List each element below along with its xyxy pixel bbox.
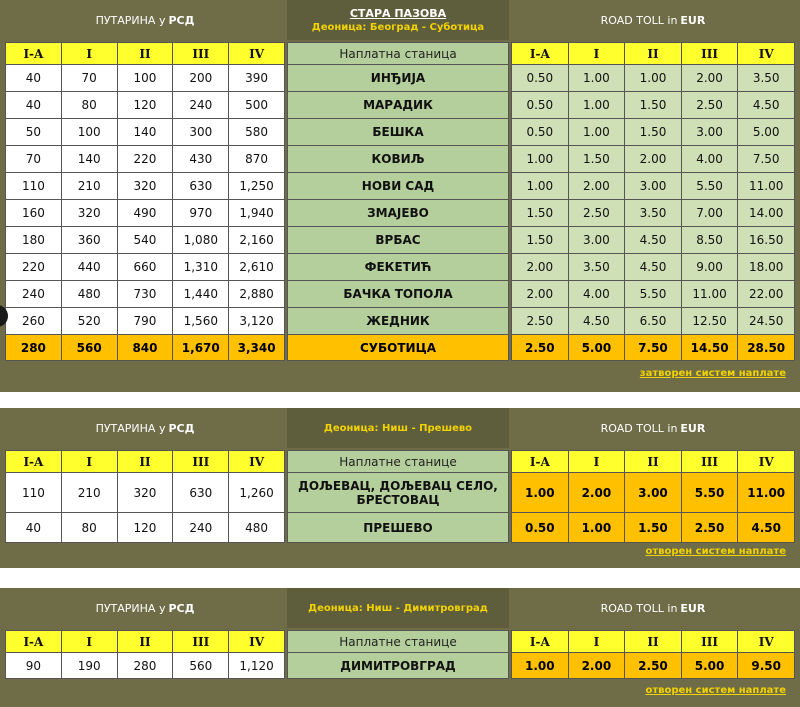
- table-row: [288, 281, 509, 308]
- table-cell: 1.00: [568, 92, 625, 119]
- table-cell: 730: [117, 281, 173, 308]
- table-cell: 5.50: [681, 473, 738, 513]
- table-row: [6, 335, 285, 361]
- eur-header-label: ROAD TOLL in: [600, 421, 678, 435]
- table-cell: 520: [61, 308, 117, 335]
- table-cell: 0.50: [512, 92, 569, 119]
- table-cell: 28.50: [738, 335, 795, 361]
- table-cell: I-A: [6, 43, 62, 65]
- table-cell: ИНЂИЈА: [288, 65, 509, 92]
- table-cell: ФЕКЕТИЋ: [288, 254, 509, 281]
- table-row: [6, 473, 285, 513]
- table-cell: 40: [6, 513, 62, 543]
- table-cell: 320: [61, 200, 117, 227]
- table-cell: III: [681, 631, 738, 653]
- table-row: [512, 335, 795, 361]
- table-cell: 2.50: [512, 308, 569, 335]
- eur-table: [511, 42, 795, 361]
- eur-header: [511, 588, 795, 628]
- table-cell: 1.00: [512, 173, 569, 200]
- rsd-table: [5, 630, 285, 679]
- table-cell: I-A: [6, 451, 62, 473]
- table-cell: III: [173, 631, 229, 653]
- table-cell: 200: [173, 65, 229, 92]
- table-row: [288, 65, 509, 92]
- table-cell: 1,250: [229, 173, 285, 200]
- table-cell: 4.50: [625, 227, 682, 254]
- table-cell: 16.50: [738, 227, 795, 254]
- table-row: [288, 451, 509, 473]
- table-cell: II: [117, 631, 173, 653]
- section-nis-presevo: [0, 408, 800, 568]
- table-cell: 240: [6, 281, 62, 308]
- table-cell: 7.00: [681, 200, 738, 227]
- table-cell: 2.00: [568, 473, 625, 513]
- table-cell: I-A: [512, 451, 569, 473]
- table-row: [512, 513, 795, 543]
- table-row: [6, 173, 285, 200]
- table-cell: 630: [173, 173, 229, 200]
- table-cell: ЗМАЈЕВО: [288, 200, 509, 227]
- table-cell: 660: [117, 254, 173, 281]
- table-row: [6, 281, 285, 308]
- table-cell: 140: [117, 119, 173, 146]
- table-cell: НОВИ САД: [288, 173, 509, 200]
- table-cell: 2.00: [568, 653, 625, 679]
- table-cell: 4.00: [568, 281, 625, 308]
- table-cell: 2.50: [568, 200, 625, 227]
- table-cell: 870: [229, 146, 285, 173]
- table-cell: КОВИЉ: [288, 146, 509, 173]
- table-cell: БАЧКА ТОПОЛА: [288, 281, 509, 308]
- table-cell: II: [117, 451, 173, 473]
- table-row: [288, 308, 509, 335]
- table-cell: 3,340: [229, 335, 285, 361]
- table-cell: 2.50: [681, 92, 738, 119]
- rsd-table: [5, 42, 285, 361]
- table-cell: IV: [738, 451, 795, 473]
- eur-header-currency: EUR: [680, 601, 706, 615]
- station-table: [287, 450, 509, 543]
- table-cell: 100: [117, 65, 173, 92]
- table-cell: 1.50: [512, 227, 569, 254]
- table-cell: I: [568, 631, 625, 653]
- table-cell: IV: [229, 451, 285, 473]
- table-row: [512, 227, 795, 254]
- table-cell: 0.50: [512, 65, 569, 92]
- table-cell: 11.00: [738, 473, 795, 513]
- table-cell: 9.00: [681, 254, 738, 281]
- table-cell: 240: [173, 513, 229, 543]
- table-cell: 4.50: [738, 513, 795, 543]
- table-row: [512, 146, 795, 173]
- section-nis-dimitrovgrad: [0, 588, 800, 707]
- table-cell: 580: [229, 119, 285, 146]
- table-cell: 7.50: [625, 335, 682, 361]
- eur-header: [511, 0, 795, 40]
- table-cell: 2.00: [568, 173, 625, 200]
- table-cell: СУБОТИЦА: [288, 335, 509, 361]
- table-row: [288, 173, 509, 200]
- table-cell: 480: [61, 281, 117, 308]
- table-cell: ДИМИТРОВГРАД: [288, 653, 509, 679]
- table-cell: 1.00: [568, 119, 625, 146]
- table-row: [512, 173, 795, 200]
- table-cell: 300: [173, 119, 229, 146]
- table-cell: 3,120: [229, 308, 285, 335]
- table-row: [6, 631, 285, 653]
- table-cell: 90: [6, 653, 62, 679]
- table-row: [6, 653, 285, 679]
- table-cell: II: [625, 43, 682, 65]
- table-cell: III: [173, 43, 229, 65]
- table-cell: 100: [61, 119, 117, 146]
- table-cell: 1.50: [625, 119, 682, 146]
- table-cell: I: [61, 43, 117, 65]
- table-cell: 70: [6, 146, 62, 173]
- table-cell: III: [173, 451, 229, 473]
- table-cell: I-A: [512, 631, 569, 653]
- table-cell: 390: [229, 65, 285, 92]
- table-row: [288, 254, 509, 281]
- table-cell: МАРАДИК: [288, 92, 509, 119]
- table-row: [6, 227, 285, 254]
- table-cell: 3.50: [568, 254, 625, 281]
- table-cell: 220: [117, 146, 173, 173]
- table-cell: 4.50: [738, 92, 795, 119]
- table-cell: 2,880: [229, 281, 285, 308]
- table-row: [288, 43, 509, 65]
- status-link[interactable]: отворен систем наплате: [645, 546, 786, 557]
- section-title: [287, 588, 509, 628]
- table-cell: 12.50: [681, 308, 738, 335]
- table-cell: 2,160: [229, 227, 285, 254]
- table-cell: III: [681, 43, 738, 65]
- table-cell: 1.00: [568, 65, 625, 92]
- rsd-table: [5, 450, 285, 543]
- table-cell: 24.50: [738, 308, 795, 335]
- rsd-header-label: ПУТАРИНА у: [95, 601, 166, 615]
- rsd-header: [5, 588, 285, 628]
- table-cell: 3.00: [625, 173, 682, 200]
- table-cell: 14.00: [738, 200, 795, 227]
- table-cell: II: [625, 451, 682, 473]
- table-cell: 1.50: [512, 200, 569, 227]
- table-row: [6, 65, 285, 92]
- section-subtitle: Деоница: Београд - Суботица: [311, 22, 485, 33]
- table-cell: 2.50: [681, 513, 738, 543]
- table-cell: 5.50: [625, 281, 682, 308]
- table-cell: 1.00: [512, 146, 569, 173]
- table-row: [512, 308, 795, 335]
- table-cell: 1.00: [625, 65, 682, 92]
- rsd-header-currency: РСД: [168, 13, 195, 27]
- table-row: [288, 200, 509, 227]
- status-link[interactable]: отворен систем наплате: [645, 685, 786, 696]
- eur-header-label: ROAD TOLL in: [600, 601, 678, 615]
- table-cell: Наплатне станице: [288, 631, 509, 653]
- table-row: [288, 653, 509, 679]
- eur-header: [511, 408, 795, 448]
- table-cell: 210: [61, 473, 117, 513]
- rsd-header-currency: РСД: [168, 421, 195, 435]
- table-row: [288, 92, 509, 119]
- table-row: [512, 473, 795, 513]
- table-cell: 1,080: [173, 227, 229, 254]
- table-cell: 2.00: [512, 281, 569, 308]
- table-cell: 3.00: [625, 473, 682, 513]
- table-cell: 5.00: [738, 119, 795, 146]
- table-cell: 490: [117, 200, 173, 227]
- table-cell: 120: [117, 513, 173, 543]
- eur-header-label: ROAD TOLL in: [600, 13, 678, 27]
- table-row: [512, 119, 795, 146]
- table-cell: 3.50: [625, 200, 682, 227]
- table-cell: 11.00: [738, 173, 795, 200]
- table-cell: 2.00: [681, 65, 738, 92]
- table-cell: I: [61, 631, 117, 653]
- table-cell: 110: [6, 173, 62, 200]
- table-cell: I-A: [512, 43, 569, 65]
- table-cell: 2.50: [625, 653, 682, 679]
- section-title-text: СТАРА ПАЗОВА: [349, 7, 447, 20]
- table-cell: 220: [6, 254, 62, 281]
- table-cell: 210: [61, 173, 117, 200]
- table-cell: 3.00: [568, 227, 625, 254]
- rsd-header: [5, 408, 285, 448]
- table-cell: 2.50: [512, 335, 569, 361]
- table-row: [512, 451, 795, 473]
- table-row: [6, 308, 285, 335]
- eur-table: [511, 450, 795, 543]
- table-cell: 630: [173, 473, 229, 513]
- table-cell: 5.00: [568, 335, 625, 361]
- table-cell: ЖЕДНИК: [288, 308, 509, 335]
- table-cell: 280: [6, 335, 62, 361]
- rsd-header-label: ПУТАРИНА у: [95, 421, 166, 435]
- table-cell: 840: [117, 335, 173, 361]
- table-cell: ВРБАС: [288, 227, 509, 254]
- table-cell: II: [117, 43, 173, 65]
- table-row: [288, 513, 509, 543]
- table-cell: БЕШКА: [288, 119, 509, 146]
- table-cell: I: [568, 451, 625, 473]
- table-row: [288, 473, 509, 513]
- table-cell: 40: [6, 65, 62, 92]
- table-cell: 11.00: [681, 281, 738, 308]
- table-row: [6, 200, 285, 227]
- table-cell: 0.50: [512, 513, 569, 543]
- status-link[interactable]: затворен систем наплате: [639, 368, 786, 379]
- table-row: [512, 653, 795, 679]
- table-row: [512, 43, 795, 65]
- table-row: [288, 119, 509, 146]
- rsd-header: [5, 0, 285, 40]
- table-row: [6, 146, 285, 173]
- section-subtitle: Деоница: Ниш - Прешево: [323, 422, 473, 434]
- table-cell: 2,610: [229, 254, 285, 281]
- table-cell: 1,120: [229, 653, 285, 679]
- table-row: [288, 146, 509, 173]
- table-cell: Наплатне станице: [288, 451, 509, 473]
- table-cell: 120: [117, 92, 173, 119]
- table-cell: 70: [61, 65, 117, 92]
- table-cell: IV: [229, 631, 285, 653]
- station-table: [287, 630, 509, 679]
- table-row: [6, 43, 285, 65]
- table-cell: 40: [6, 92, 62, 119]
- table-cell: 1.50: [625, 92, 682, 119]
- table-row: [512, 631, 795, 653]
- table-cell: IV: [738, 43, 795, 65]
- table-cell: 8.50: [681, 227, 738, 254]
- table-row: [512, 281, 795, 308]
- table-cell: 560: [173, 653, 229, 679]
- table-cell: 1,670: [173, 335, 229, 361]
- table-cell: 3.50: [738, 65, 795, 92]
- table-cell: 1.00: [568, 513, 625, 543]
- table-cell: 320: [117, 473, 173, 513]
- table-cell: 970: [173, 200, 229, 227]
- table-cell: 4.00: [681, 146, 738, 173]
- table-cell: I: [568, 43, 625, 65]
- table-cell: 4.50: [568, 308, 625, 335]
- rsd-header-currency: РСД: [168, 601, 195, 615]
- rsd-header-label: ПУТАРИНА у: [95, 13, 166, 27]
- table-cell: 1,310: [173, 254, 229, 281]
- table-cell: 2.00: [625, 146, 682, 173]
- table-cell: 1,940: [229, 200, 285, 227]
- table-cell: 22.00: [738, 281, 795, 308]
- table-cell: 190: [61, 653, 117, 679]
- table-cell: 160: [6, 200, 62, 227]
- table-cell: I-A: [6, 631, 62, 653]
- table-cell: IV: [738, 631, 795, 653]
- table-cell: 9.50: [738, 653, 795, 679]
- table-row: [6, 92, 285, 119]
- table-cell: 360: [61, 227, 117, 254]
- table-row: [288, 227, 509, 254]
- table-row: [512, 200, 795, 227]
- table-cell: 280: [117, 653, 173, 679]
- table-cell: 790: [117, 308, 173, 335]
- table-cell: III: [681, 451, 738, 473]
- table-cell: IV: [229, 43, 285, 65]
- eur-header-currency: EUR: [680, 421, 706, 435]
- section-title: [287, 408, 509, 448]
- table-row: [6, 513, 285, 543]
- table-row: [6, 451, 285, 473]
- table-cell: 1,560: [173, 308, 229, 335]
- table-cell: 260: [6, 308, 62, 335]
- table-cell: 110: [6, 473, 62, 513]
- table-cell: 80: [61, 513, 117, 543]
- table-cell: II: [625, 631, 682, 653]
- table-cell: 18.00: [738, 254, 795, 281]
- table-cell: 1.50: [625, 513, 682, 543]
- table-row: [6, 254, 285, 281]
- table-cell: Наплатна станица: [288, 43, 509, 65]
- table-row: [512, 65, 795, 92]
- table-cell: ДОЉЕВАЦ, ДОЉЕВАЦ СЕЛО, БРЕСТОВАЦ: [288, 473, 509, 513]
- table-cell: 500: [229, 92, 285, 119]
- section-title: [287, 0, 509, 40]
- table-row: [288, 335, 509, 361]
- table-cell: 6.50: [625, 308, 682, 335]
- table-cell: 1.00: [512, 473, 569, 513]
- table-cell: 1.50: [568, 146, 625, 173]
- table-cell: 4.50: [625, 254, 682, 281]
- table-cell: 180: [6, 227, 62, 254]
- table-cell: 320: [117, 173, 173, 200]
- table-cell: 2.00: [512, 254, 569, 281]
- table-row: [512, 92, 795, 119]
- table-cell: 50: [6, 119, 62, 146]
- section-subtitle: Деоница: Ниш - Димитровград: [308, 602, 488, 614]
- eur-header-currency: EUR: [680, 13, 706, 27]
- table-cell: 7.50: [738, 146, 795, 173]
- table-cell: 480: [229, 513, 285, 543]
- table-cell: I: [61, 451, 117, 473]
- table-cell: 1.00: [512, 653, 569, 679]
- table-row: [288, 631, 509, 653]
- table-cell: 0.50: [512, 119, 569, 146]
- station-table: [287, 42, 509, 361]
- table-cell: 140: [61, 146, 117, 173]
- table-cell: 1,440: [173, 281, 229, 308]
- table-cell: 5.00: [681, 653, 738, 679]
- table-cell: 430: [173, 146, 229, 173]
- table-cell: ПРЕШЕВО: [288, 513, 509, 543]
- table-cell: 5.50: [681, 173, 738, 200]
- table-cell: 560: [61, 335, 117, 361]
- table-cell: 240: [173, 92, 229, 119]
- table-cell: 440: [61, 254, 117, 281]
- table-cell: 540: [117, 227, 173, 254]
- table-cell: 1,260: [229, 473, 285, 513]
- table-row: [6, 119, 285, 146]
- eur-table: [511, 630, 795, 679]
- table-row: [512, 254, 795, 281]
- table-cell: 80: [61, 92, 117, 119]
- table-cell: 14.50: [681, 335, 738, 361]
- table-cell: 3.00: [681, 119, 738, 146]
